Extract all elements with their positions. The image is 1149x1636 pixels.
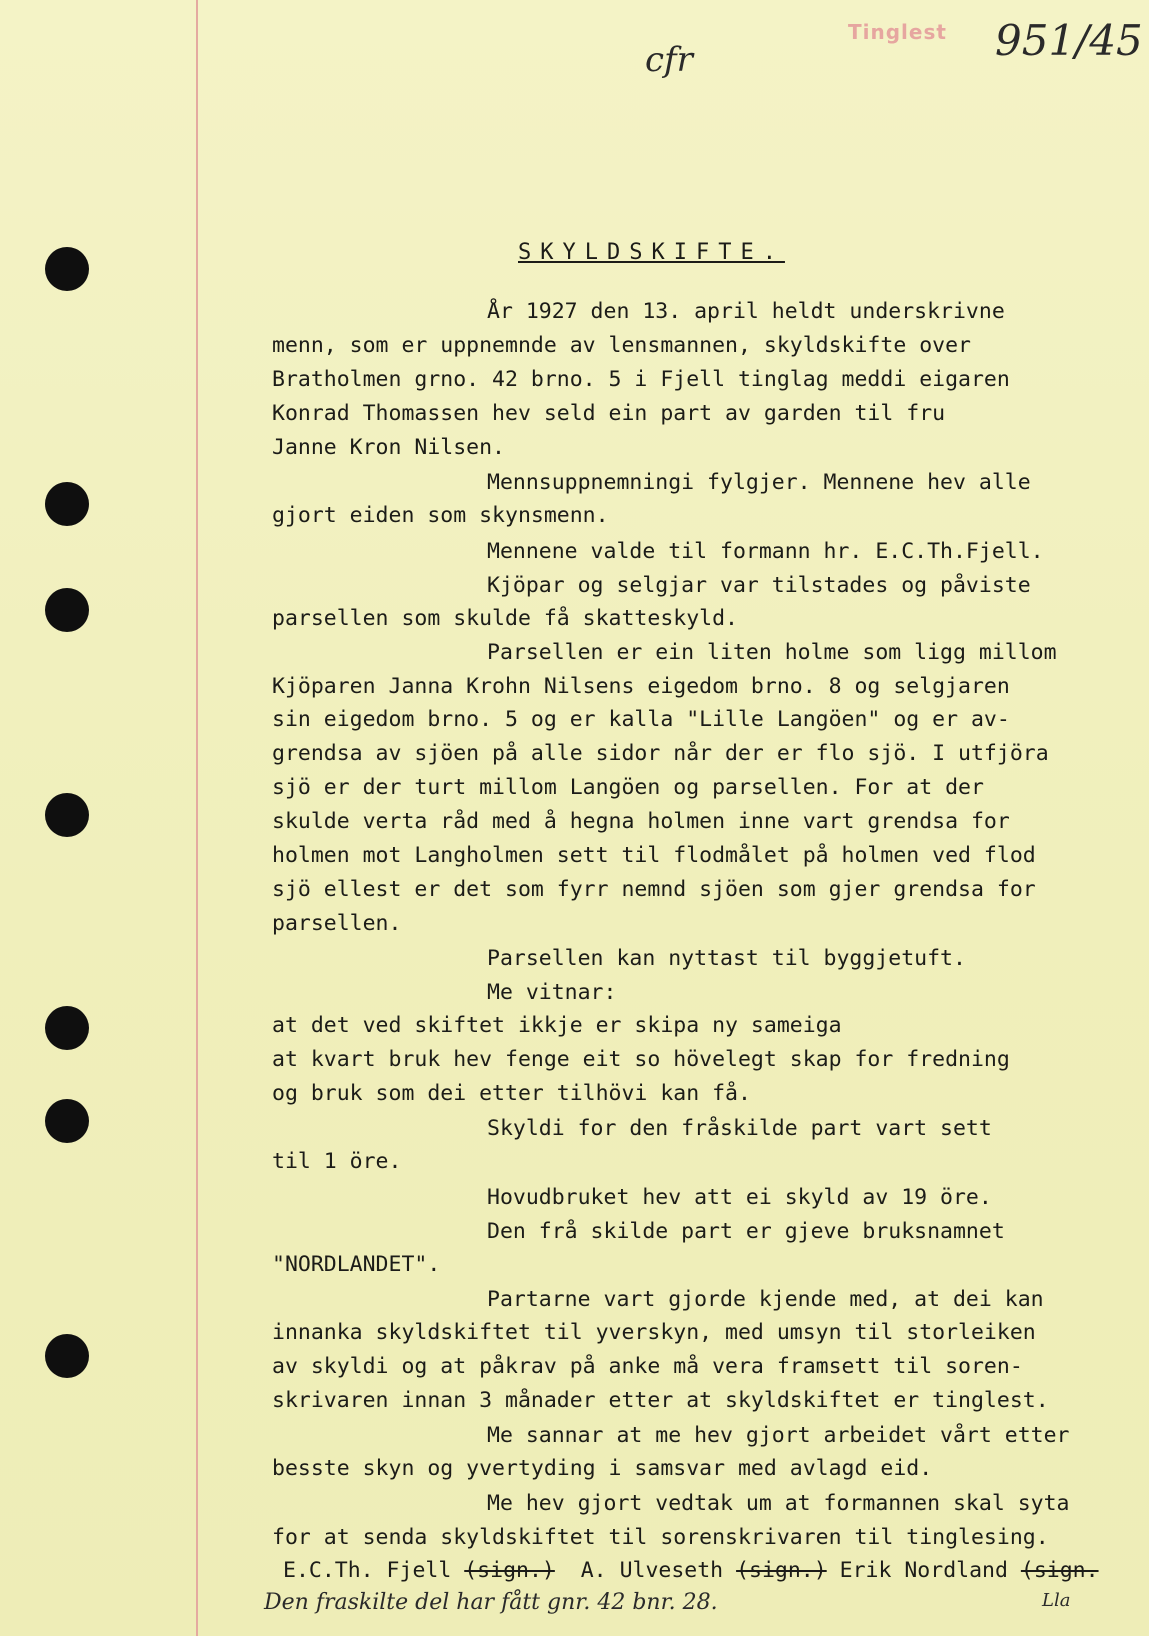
text-line: Mennsuppnemningi fylgjer. Mennene hev alle (487, 470, 1031, 495)
text-line: Janne Kron Nilsen. (272, 435, 505, 460)
text-line: Me vitnar: (487, 980, 617, 1005)
text-line: "NORDLANDET". (272, 1252, 441, 1277)
text-line: Partarne vart gjorde kjende med, at dei kan (487, 1287, 1044, 1312)
text-line: til 1 öre. (272, 1149, 402, 1174)
text-line: Kjöpar og selgjar var tilstades og påviste (487, 573, 1031, 598)
text-line: Me sannar at me hev gjort arbeidet vårt etter (487, 1423, 1070, 1448)
text-line: Den frå skilde part er gjeve bruksnamnet (487, 1219, 1005, 1244)
handwritten-initials: cfr (645, 40, 693, 80)
signer-name: E.C.Th. Fjell (283, 1558, 452, 1583)
text-line: skrivaren innan 3 månader etter at skyldskiftet er tinglest. (272, 1388, 1049, 1413)
document-title: SKYLDSKIFTE. (518, 240, 785, 265)
text-line: Parsellen er ein liten holme som ligg millom (487, 640, 1057, 665)
sign-mark: (sign.) (736, 1558, 827, 1583)
text-line: parsellen som skulde få skatteskyld. (272, 606, 738, 631)
text-line: gjort eiden som skynsmenn. (272, 503, 609, 528)
punch-hole (45, 482, 89, 526)
registration-stamp: Tinglest (848, 20, 947, 44)
handwritten-mark: Lla (1042, 1590, 1071, 1611)
text-line: Bratholmen grno. 42 brno. 5 i Fjell tinglag meddi eigaren (272, 367, 1010, 392)
text-line: Mennene valde til formann hr. E.C.Th.Fjell. (487, 539, 1044, 564)
text-line: grendsa av sjöen på alle sidor når der er flo sjö. I utfjöra (272, 741, 1049, 766)
signer-name: A. Ulveseth (580, 1558, 724, 1583)
signature-line (283, 1560, 1099, 1582)
text-line: og bruk som dei etter tilhövi kan få. (272, 1081, 751, 1106)
text-line: sin eigedom brno. 5 og er kalla "Lille Langöen" og er av- (272, 707, 1010, 732)
text-line: holmen mot Langholmen sett til flodmålet på holmen ved flod (272, 843, 1036, 868)
text-line: sjö er der turt millom Langöen og parsellen. For at der (272, 775, 984, 800)
text-line: skulde verta råd med å hegna holmen inne vart grendsa for (272, 809, 1010, 834)
punch-hole (45, 1334, 89, 1378)
text-line: besste skyn og yvertyding i samsvar med avlagd eid. (272, 1456, 933, 1481)
punch-hole (45, 588, 89, 632)
punch-hole (45, 793, 89, 837)
text-line: menn, som er uppnemnde av lensmannen, skyldskifte over (272, 333, 971, 358)
handwritten-note: Den fraskilte del har fått gnr. 42 bnr. 28. (264, 1590, 718, 1615)
text-line: År 1927 den 13. april heldt underskrivne (487, 299, 1005, 324)
text-line: Hovudbruket hev att ei skyld av 19 öre. (487, 1185, 992, 1210)
text-line: av skyldi og at påkrav på anke må vera framsett til soren- (272, 1354, 1023, 1379)
text-line: innanka skyldskiftet til yverskyn, med umsyn til storleiken (272, 1320, 1036, 1345)
text-line: Parsellen kan nyttast til byggjetuft. (487, 946, 966, 971)
folio-number: 951/45 (995, 16, 1143, 65)
sign-mark: (sign.) (464, 1558, 555, 1583)
signer-name: Erik Nordland (839, 1558, 1008, 1583)
text-line: parsellen. (272, 911, 402, 936)
text-line: Me hev gjort vedtak um at formannen skal syta (487, 1491, 1070, 1516)
text-line: Kjöparen Janna Krohn Nilsens eigedom brno. 8 og selgjaren (272, 674, 1010, 699)
text-line: Konrad Thomassen hev seld ein part av garden til fru (272, 401, 946, 426)
text-line: at det ved skiftet ikkje er skipa ny sameiga (272, 1013, 842, 1038)
text-line: at kvart bruk hev fenge eit so hövelegt skap for fredning (272, 1047, 1010, 1072)
punch-hole (45, 1006, 89, 1050)
sign-mark: (sign. (1020, 1558, 1099, 1583)
punch-hole (45, 1099, 89, 1143)
text-line: Skyldi for den fråskilde part vart sett (487, 1116, 992, 1141)
text-line: for at senda skyldskiftet til sorenskrivaren til tinglesing. (272, 1525, 1049, 1550)
punch-hole (45, 247, 89, 291)
text-line: sjö ellest er det som fyrr nemnd sjöen som gjer grendsa for (272, 877, 1036, 902)
margin-rule (196, 0, 198, 1636)
